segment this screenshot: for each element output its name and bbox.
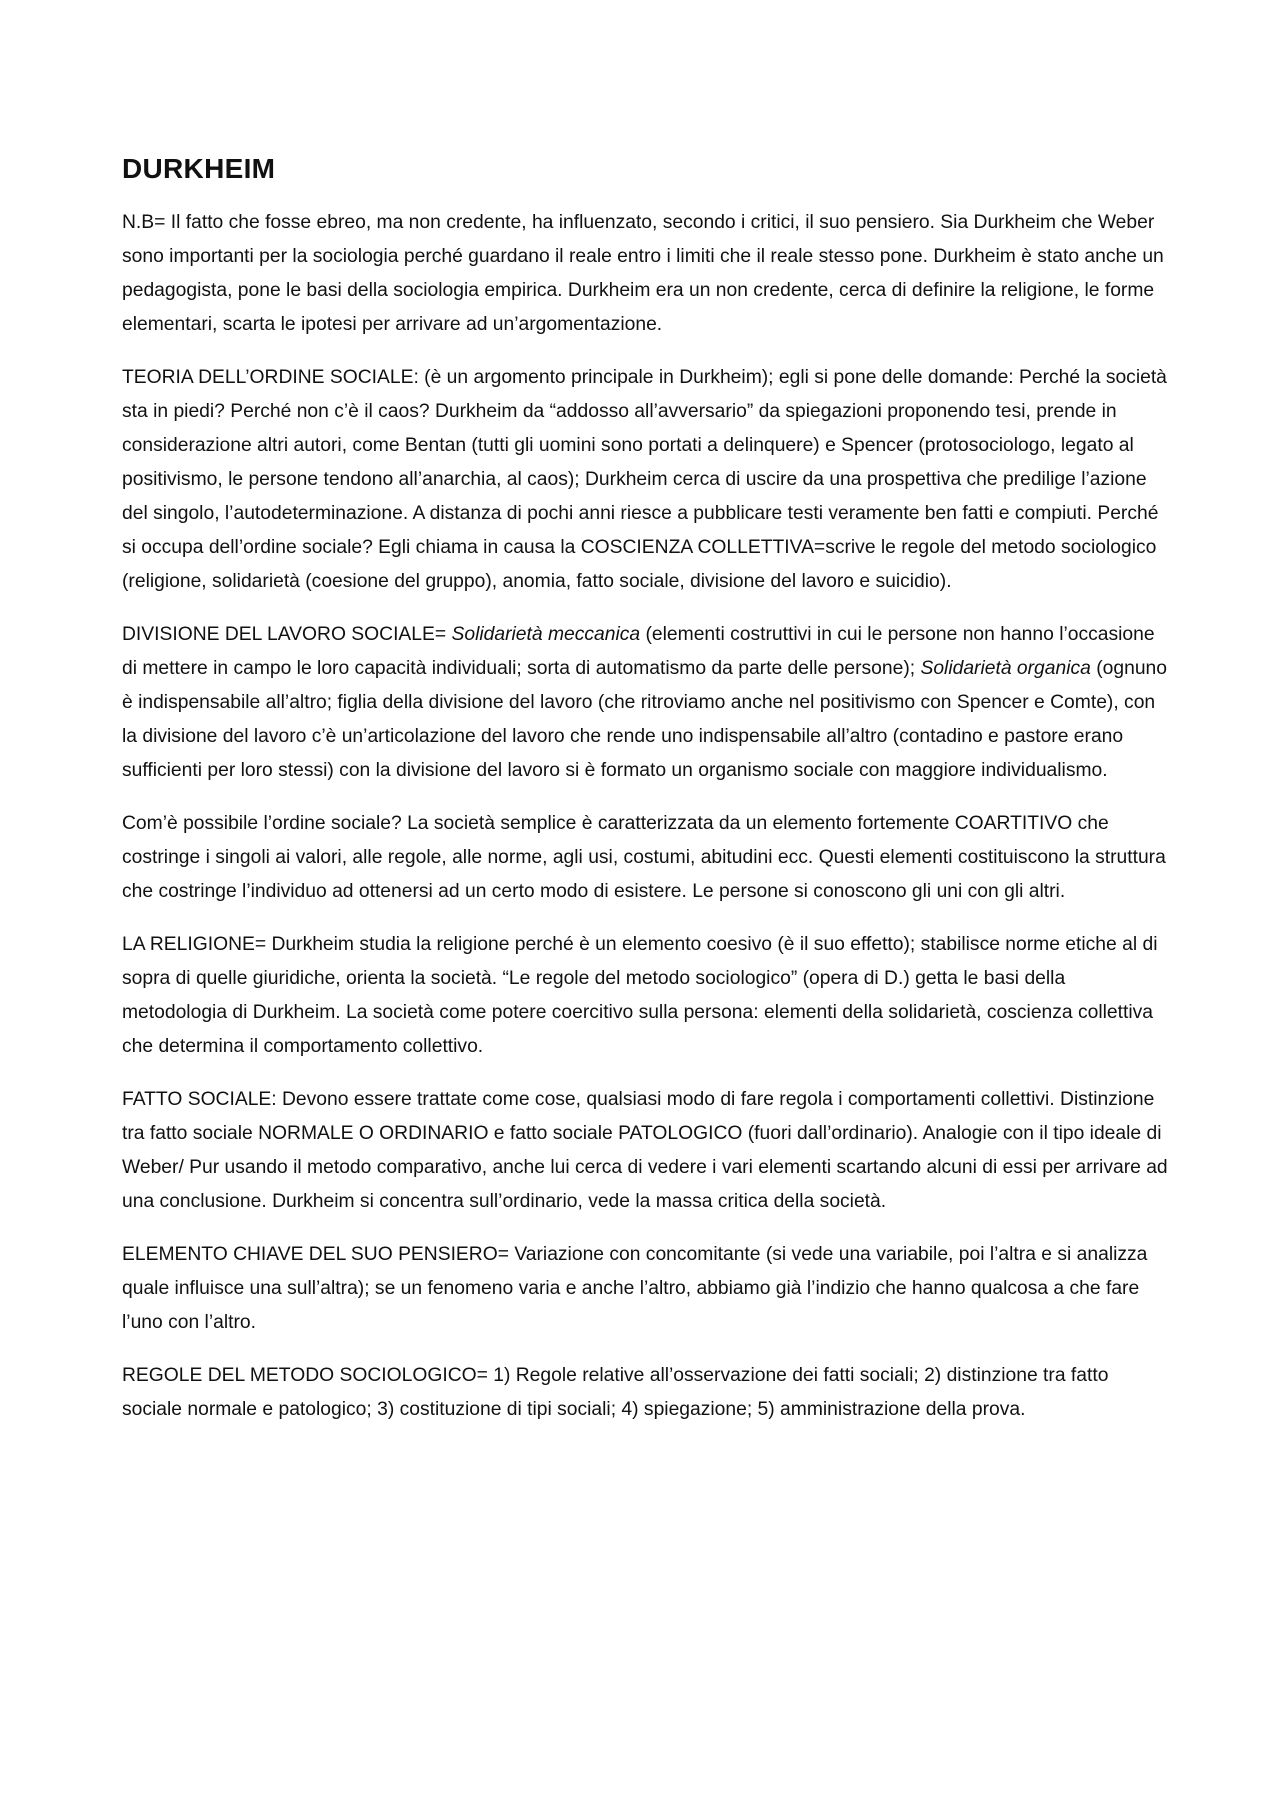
paragraph-text: LA RELIGIONE= Durkheim studia la religione perché è un elemento coesivo (è il suo effetto); stabilisce norme etiche al di sopra di quelle giuridiche, orienta la società. “Le regole del metodo sociologico” (opera di D.) getta le basi della metodologia di Durkheim. La società come potere coercitivo sulla persona: elementi della solidarietà, coscienza collettiva che determina il comportamento collettivo. — [122, 934, 1158, 1057]
paragraph-regole-metodo — [122, 1359, 1172, 1427]
term-solidarieta-meccanica: Solidarietà meccanica — [451, 624, 641, 645]
paragraph-teoria-ordine-sociale — [122, 361, 1172, 599]
paragraph-text: DIVISIONE DEL LAVORO SOCIALE= — [122, 624, 452, 645]
paragraph-text: N.B= Il fatto che fosse ebreo, ma non credente, ha influenzato, secondo i critici, il suo pensiero. Sia Durkheim che Weber sono importanti per la sociologia perché guardano il reale entro i limiti che il reale stesso pone. Durkheim è stato anche un pedagogista, pone le basi della sociologia empirica. Durkheim era un non credente, cerca di definire la religione, le forme elementari, scarta le ipotesi per arrivare ad un’argomentazione. — [122, 212, 1164, 335]
paragraph-text: TEORIA DELL’ORDINE SOCIALE: (è un argomento principale in Durkheim); egli si pone delle domande: Perché la società sta in piedi? Perché non c’è il caos? Durkheim da “addosso all’avversario” da spiegazioni proponendo tesi, prende in considerazione altri autori, come Bentan (tutti gli uomini sono portati a delinquere) e Spencer (protosociologo, legato al positivismo, le persone tendono all’anarchia, al caos); Durkheim cerca di uscire da una prospettiva che predilige l’azione del singolo, l’autodeterminazione. A distanza di pochi anni riesce a pubblicare testi veramente ben fatti e compiuti. Perché si occupa dell’ordine sociale? Egli chiama in causa la COSCIENZA COLLETTIVA=scrive le regole del metodo sociologico (religione, solidarietà (coesione del gruppo), anomia, fatto sociale, divisione del lavoro e suicidio). — [122, 367, 1167, 592]
paragraph-text: (elementi costruttivi in cui le persone non hanno l’occasione di mettere in campo le loro capacità individuali; sorta di automatismo da parte delle persone); — [122, 624, 1155, 679]
paragraph-text: FATTO SOCIALE: Devono essere trattate come cose, qualsiasi modo di fare regola i comportamenti collettivi. Distinzione tra fatto sociale NORMALE O ORDINARIO e fatto sociale PATOLOGICO (fuori dall’ordinario). Analogie con il tipo ideale di Weber/ Pur usando il metodo comparativo, anche lui cerca di vedere i vari elementi scartando alcuni di essi per arrivare ad una conclusione. Durkheim si concentra sull’ordinario, vede la massa critica della società. — [122, 1089, 1168, 1212]
paragraph-religione — [122, 928, 1172, 1064]
paragraph-text: ELEMENTO CHIAVE DEL SUO PENSIERO= Variazione con concomitante (si vede una variabile, poi l’altra e si analizza quale influisce una sull’altra); se un fenomeno varia e anche l’altro, abbiamo già l’indizio che hanno qualcosa a che fare l’uno con l’altro. — [122, 1244, 1148, 1333]
paragraph-text: Com’è possibile l’ordine sociale? La società semplice è caratterizzata da un elemento fortemente COARTITIVO che costringe i singoli ai valori, alle regole, alle norme, agli usi, costumi, abitudini ecc. Questi elementi costituiscono la struttura che costringe l’individuo ad ottenersi ad un certo modo di esistere. Le persone si conoscono gli uni con gli altri. — [122, 813, 1166, 902]
paragraph-fatto-sociale — [122, 1083, 1172, 1219]
paragraph-nb — [122, 206, 1172, 342]
paragraph-text: REGOLE DEL METODO SOCIOLOGICO= 1) Regole relative all’osservazione dei fatti sociali; 2) distinzione tra fatto sociale normale e patologico; 3) costituzione di tipi sociali; 4) spiegazione; 5) amministrazione della prova. — [122, 1365, 1109, 1420]
paragraph-text: (ognuno è indispensabile all’altro; figlia della divisione del lavoro (che ritroviamo anche nel positivismo con Spencer e Comte), con la divisione del lavoro c’è un’articolazione del lavoro che rende uno indispensabile all’altro (contadino e pastore erano sufficienti per loro stessi) con la divisione del lavoro si è formato un organismo sociale con maggiore individualismo. — [122, 658, 1168, 781]
document-title: DURKHEIM — [122, 153, 276, 184]
paragraph-elemento-chiave — [122, 1238, 1172, 1340]
document-page — [122, 152, 1172, 1446]
term-solidarieta-organica: Solidarietà organica — [920, 658, 1091, 679]
paragraph-divisione-lavoro — [122, 618, 1172, 788]
paragraph-ordine-sociale — [122, 807, 1172, 909]
